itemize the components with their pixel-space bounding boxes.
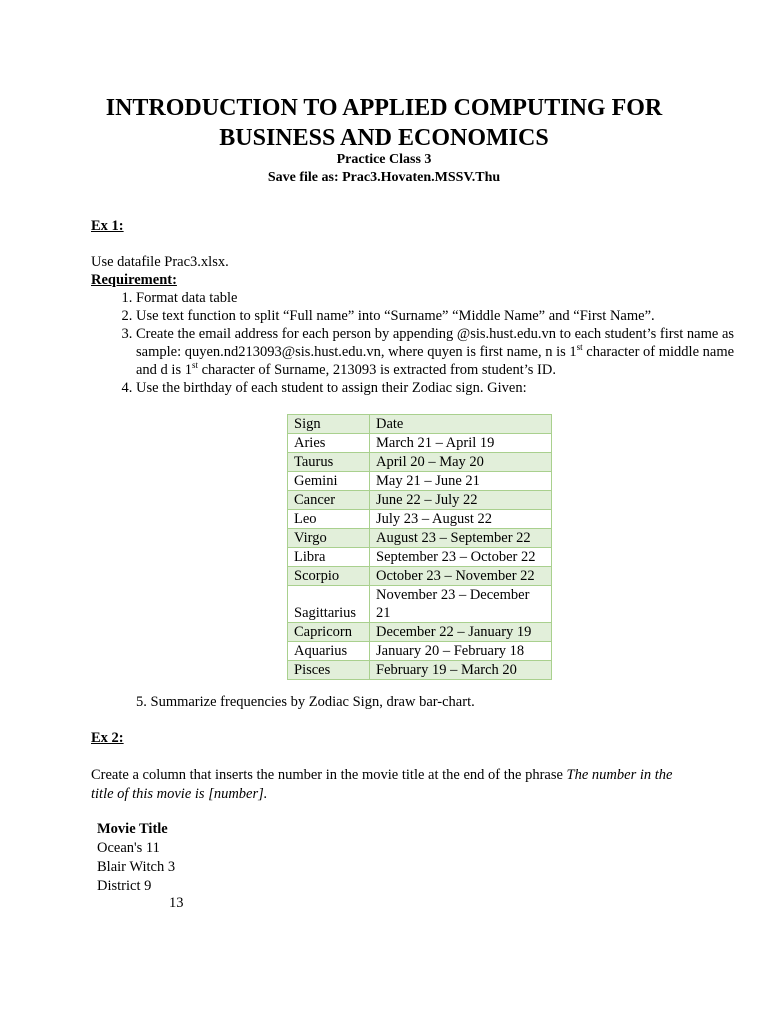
zodiac-table [287,414,552,680]
requirement-list [91,289,736,397]
list-item-text: Format data table [136,290,238,306]
table-header-row [288,415,552,434]
movie-list-header: Movie Title [97,821,168,837]
table-row [288,434,552,453]
table-cell: September 23 – October 22 [370,548,552,567]
table-cell: May 21 – June 21 [370,472,552,491]
document-title: INTRODUCTION TO APPLIED COMPUTING FOR BUSINESS AND ECONOMICS [105,95,663,151]
table-cell: Gemini [288,472,370,491]
table-cell: Taurus [288,453,370,472]
ex2-instruction-text: Create a column that inserts the number in the movie title at the end of the phrase [91,767,567,783]
summary-instruction: 5. Summarize frequencies by Zodiac Sign, draw bar-chart. [136,694,475,710]
table-header-cell: Date [370,415,552,434]
table-cell: Aquarius [288,642,370,661]
ex2-instruction-phrase: The number in the title of this movie is [number]. [91,767,673,802]
table-cell: June 22 – July 22 [370,491,552,510]
table-header-cell: Sign [288,415,370,434]
superscript: st [576,342,583,353]
ex2-heading: Ex 2: [91,730,124,746]
table-row [288,548,552,567]
list-item [136,325,736,379]
list-item: Blair Witch 3 [97,859,176,875]
table-cell: February 19 – March 20 [370,661,552,680]
table-cell: Virgo [288,529,370,548]
table-cell: Sagittarius [288,586,370,623]
table-cell: October 23 – November 22 [370,567,552,586]
list-item-text: Use the birthday of each student to assign their Zodiac sign. Given: [136,380,527,396]
table-row [288,491,552,510]
table-cell: December 22 – January 19 [370,623,552,642]
table-cell: Aries [288,434,370,453]
ex1-heading: Ex 1: [91,218,124,234]
superscript: st [191,360,198,371]
requirement-label: Requirement: [91,272,177,288]
table-row [288,623,552,642]
page-number: 13 [169,895,184,911]
table-cell: January 20 – February 18 [370,642,552,661]
table-row [288,642,552,661]
list-item-text: Create the email address for each person by appending @sis.hust.edu.vn to each student’s first name as sample: quyen.nd213093@sis.hust.edu.vn, where quyen is first name, n is 1 [136,326,735,360]
list-item [136,379,736,397]
table-row [288,453,552,472]
list-item [136,307,736,325]
list-item: Ocean's 11 [97,840,160,856]
table-cell: Libra [288,548,370,567]
table-row [288,567,552,586]
table-cell: April 20 – May 20 [370,453,552,472]
table-row [288,510,552,529]
list-item: District 9 [97,878,152,894]
table-row [288,529,552,548]
table-cell: Pisces [288,661,370,680]
table-row [288,661,552,680]
ex1-intro: Use datafile Prac3.xlsx. [91,254,229,270]
table-cell: March 21 – April 19 [370,434,552,453]
table-cell: November 23 – December 21 [370,586,552,623]
table-cell: Leo [288,510,370,529]
ex2-instruction [91,766,691,804]
save-file-instruction: Save file as: Prac3.Hovaten.MSSV.Thu [267,170,501,185]
list-item-text: character of middle name and d is 1 [136,344,735,378]
table-row [288,586,552,623]
table-cell: Cancer [288,491,370,510]
list-item-text: Use text function to split “Full name” into “Surname” “Middle Name” and “First Name”. [136,308,655,324]
practice-class-label: Practice Class 3 [336,152,432,167]
table-cell: Capricorn [288,623,370,642]
table-row [288,472,552,491]
table-cell: July 23 – August 22 [370,510,552,529]
table-cell: August 23 – September 22 [370,529,552,548]
list-item-text: character of Surname, 213093 is extracted from student’s ID. [198,362,556,378]
movie-list [97,820,175,896]
list-item [136,289,736,307]
table-cell: Scorpio [288,567,370,586]
